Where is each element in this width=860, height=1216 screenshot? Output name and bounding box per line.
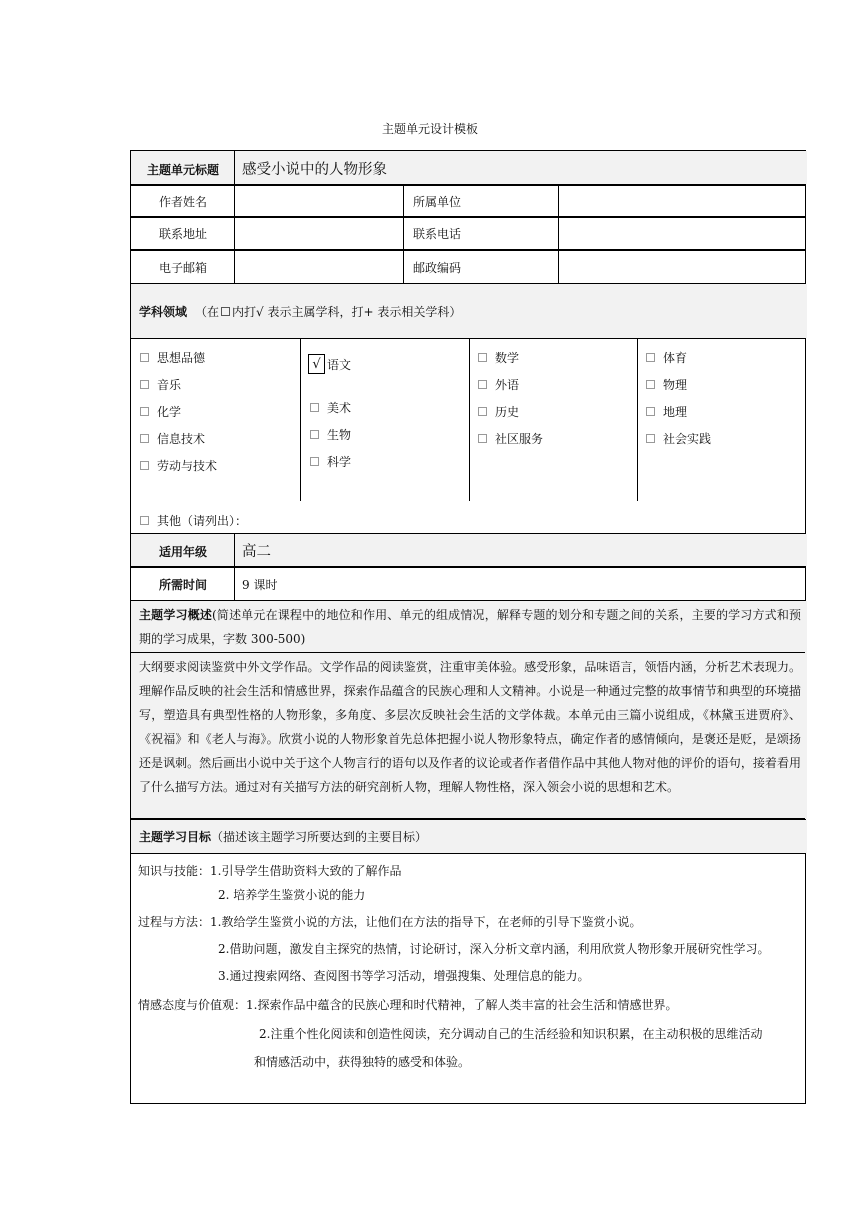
overview-body: 大纲要求阅读鉴赏中外文学作品。文学作品的阅读鉴赏，注重审美体验。感受形象，品味语言，领悟内涵，分析艺术表现力。理解作品反映的社会生活和情感世界，探索作品蕴含的民族心理和人文精神。小说是一种通过完整的故事情节和典型的环境描写，塑造具有典型性格的人物形象，多角度、多层次反映社会生活的文学体裁。本单元由三篇小说组成，《林黛玉进贾府》、《祝福》和《老人与海》。欣赏小说的人物形象首先总体把握小说人物形象特点，确定作者的感情倾向，是褒还是贬，是颂扬还是讽刺。然后画出小说中关于这个人物言行的语句以及作者的议论或者作者借作品中其他人物对他的评价的语句，接着看用了什么描写方法。通过对有关描写方法的研究剖析人物，理解人物性格，深入领会小说的思想和艺术。 [139,660,801,794]
phone-field[interactable] [563,218,803,249]
unit-title-value[interactable]: 感受小说中的人物形象 [242,161,387,178]
goal-knowledge-2: 2. 培养学生鉴赏小说的能力 [218,888,366,902]
time-label: 所需时间 [158,577,207,592]
column-divider [234,534,235,600]
overview-header-note: (简述单元在课程中的地位和作用、单元的组成情况，解释专题的划分和专题之间的关系，主要的学习方式和预期的学习成果，字数 300-500) [139,608,801,646]
postcode-field[interactable] [563,251,803,283]
checkbox-icon[interactable] [646,434,655,443]
goals-header-title: 主题学习目标 [139,830,212,844]
email-field[interactable] [241,251,401,283]
divider [131,853,805,854]
checkbox-checked-icon[interactable]: √ [308,354,325,374]
checkbox-icon[interactable] [646,380,655,389]
subject-option-it[interactable]: 信息技术 [140,430,205,447]
column-divider [234,151,235,283]
subject-option-music[interactable]: 音乐 [140,376,181,393]
checkbox-icon[interactable] [140,461,149,470]
subject-option-physics[interactable]: 物理 [646,376,687,393]
subject-option-art[interactable]: 美术 [310,399,351,416]
checkbox-icon[interactable] [478,434,487,443]
subject-option-science[interactable]: 科学 [310,453,351,470]
checkbox-icon[interactable] [646,353,655,362]
column-divider [637,339,638,501]
checkbox-icon[interactable] [310,457,319,466]
subject-option-chemistry[interactable]: 化学 [140,403,181,420]
author-label: 作者姓名 [158,195,207,209]
goal-process-1: 过程与方法：1.教给学生鉴赏小说的方法，让他们在方法的指导下，在老师的引导下鉴赏小说。 [138,915,642,929]
checkbox-icon [221,307,230,316]
time-value[interactable]: 9 课时 [242,577,278,592]
checkbox-icon[interactable] [140,434,149,443]
divider [131,338,805,339]
goals-header [139,820,801,853]
grade-label: 适用年级 [158,544,207,559]
checkbox-icon[interactable] [478,353,487,362]
goal-knowledge-1: 知识与技能：1.引导学生借助资料大致的了解作品 [138,864,402,878]
postcode-label: 邮政编码 [413,260,462,275]
subject-option-moral[interactable]: 思想品德 [140,349,205,366]
overview-header [139,603,801,651]
subject-header-note-pre: （在 [195,304,220,319]
goal-attitude-2: 2.注重个性化阅读和创造性阅读，充分调动自己的生活经验和知识积累，在主动积极的思维活动 [259,1027,763,1041]
checkbox-icon[interactable] [140,353,149,362]
checkbox-icon[interactable] [140,407,149,416]
checkbox-icon[interactable] [310,403,319,412]
subject-header [139,284,799,338]
unit-design-table [130,150,806,1104]
goal-process-3: 3.通过搜索网络、查阅图书等学习活动，增强搜集、处理信息的能力。 [218,969,590,983]
goals-header-note: （描述该主题学习所要达到的主要目标） [211,830,428,844]
subject-option-geography[interactable]: 地理 [646,403,687,420]
subject-option-labor[interactable]: 劳动与技术 [140,457,217,474]
subject-header-note-post: 内打√ 表示主属学科，打+ 表示相关学科） [232,304,462,319]
phone-label: 联系电话 [413,227,462,241]
unit-title-label: 主题单元标题 [146,162,219,177]
page-title: 主题单元设计模板 [381,122,478,136]
subject-option-social-practice[interactable]: 社会实践 [646,430,711,447]
author-field[interactable] [241,186,401,217]
checkbox-icon[interactable] [478,407,487,416]
org-field[interactable] [563,186,803,217]
subject-option-history[interactable]: 历史 [478,403,519,420]
subject-option-pe[interactable]: 体育 [646,349,687,366]
checkbox-icon[interactable] [310,430,319,439]
subject-option-other[interactable]: 其他（请列出）： [140,512,247,529]
subject-header-title: 学科领域 [139,304,188,319]
checkbox-icon[interactable] [140,516,149,525]
column-divider [469,339,470,501]
goal-attitude-1: 情感态度与价值观：1.探索作品中蕴含的民族心理和时代精神，了解人类丰富的社会生活和情感世界。 [138,998,678,1012]
address-label: 联系地址 [158,227,207,241]
column-divider [300,339,301,501]
subject-option-math[interactable]: 数学 [478,349,519,366]
subject-option-biology[interactable]: 生物 [310,426,351,443]
overview-header-title: 主题学习概述 [139,608,213,622]
column-divider [403,186,404,283]
checkbox-icon[interactable] [140,380,149,389]
column-divider [558,186,559,283]
subject-option-foreign-language[interactable]: 外语 [478,376,519,393]
goal-process-2: 2.借助问题，激发自主探究的热情，讨论研讨，深入分析文章内涵，利用欣赏人物形象开展研究性学习。 [218,942,770,956]
email-label: 电子邮箱 [158,260,207,275]
subject-option-chinese[interactable]: √ 语文 [308,354,351,374]
checkbox-icon[interactable] [646,407,655,416]
grade-value[interactable]: 高二 [242,544,271,560]
goal-attitude-3: 和情感活动中，获得独特的感受和体验。 [254,1055,471,1069]
org-label: 所属单位 [413,195,462,209]
checkbox-icon[interactable] [478,380,487,389]
subject-option-community-service[interactable]: 社区服务 [478,430,543,447]
address-field[interactable] [241,218,401,249]
